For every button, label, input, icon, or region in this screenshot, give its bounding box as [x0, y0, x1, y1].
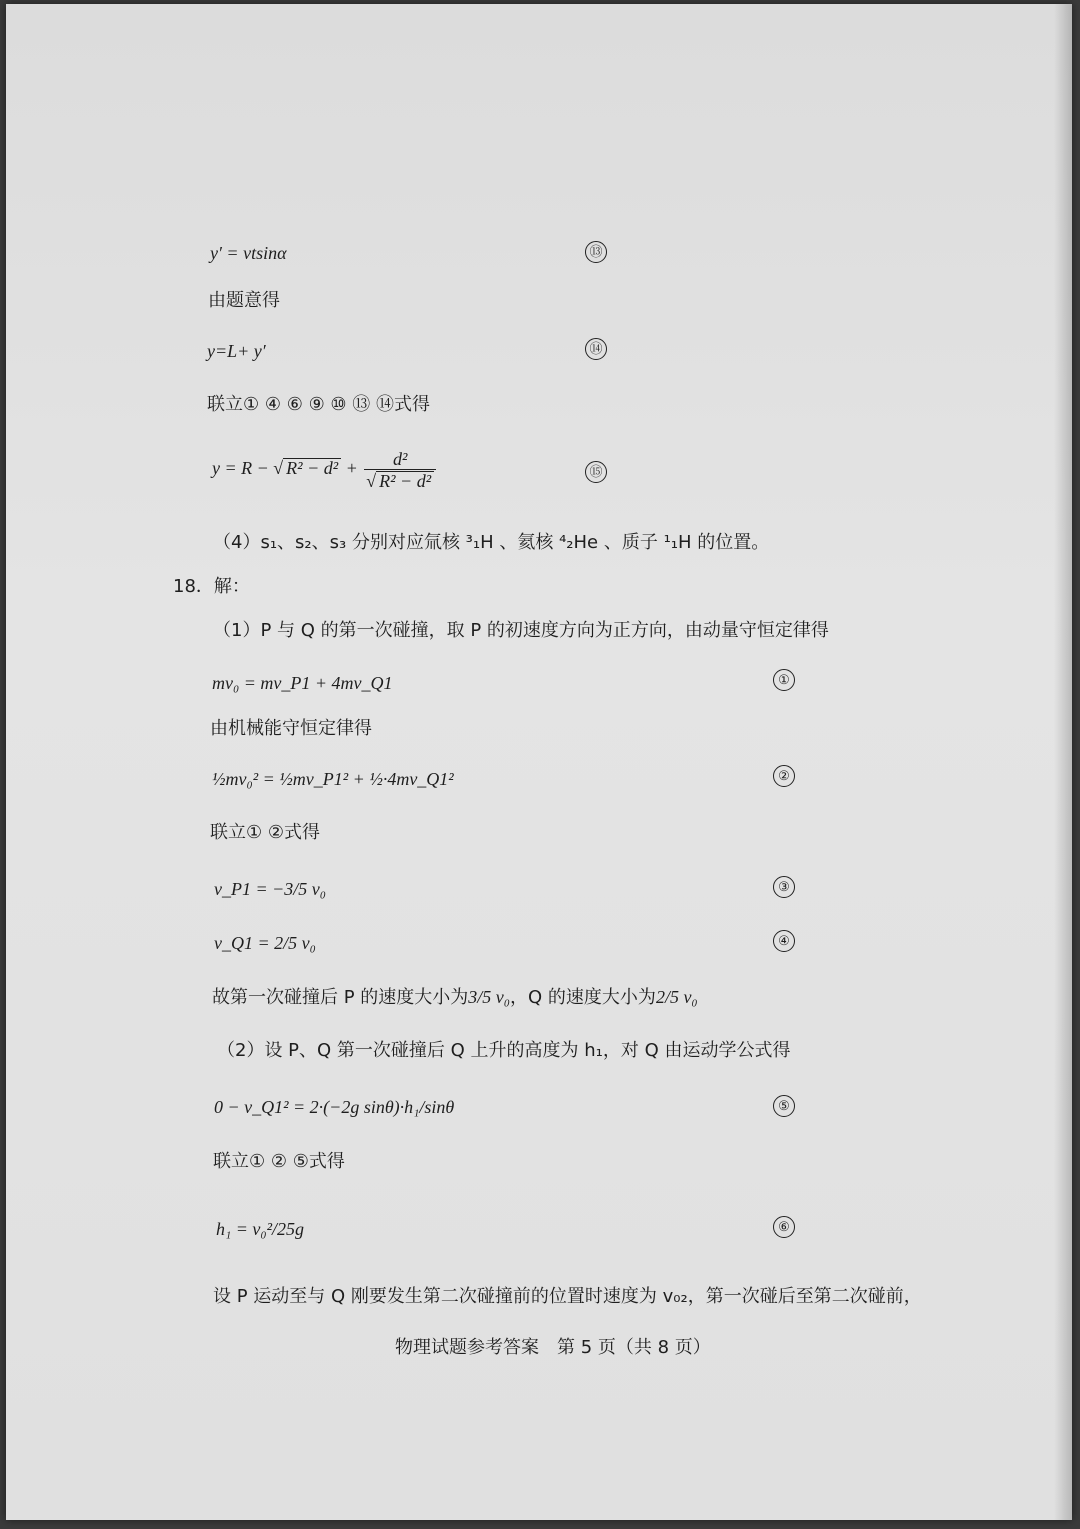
- equation-y-result: y = R − √ R² − d² + $\frac{\text{d²}}{\text{√ R² − d²}}$: [212, 450, 438, 490]
- text-from-problem: 由题意得: [208, 290, 280, 311]
- eq-number-15: ⑮: [585, 461, 607, 483]
- speed-q-value: 2/5 v₀: [655, 987, 698, 1007]
- question-18-heading: 18．解：: [173, 576, 250, 597]
- equation-y-total: y=L+ y′: [207, 341, 266, 361]
- text-speeds-after-collision: [212, 988, 698, 1007]
- speed-text-c: ，Q 的速度大小为: [510, 987, 656, 1008]
- equation-h1: h₁ = v₀²/25g: [216, 1219, 305, 1239]
- eq15-sqrt: R² − d²: [283, 458, 341, 477]
- equation-vp1: v_P1 = −3/5 v₀: [214, 879, 327, 899]
- eq15-left: y = R −: [212, 458, 274, 479]
- text-combine-1: 联立① ④ ⑥ ⑨ ⑩ ⑬ ⑭式得: [207, 394, 431, 415]
- eq15-denominator: √ R² − d²: [364, 470, 436, 490]
- eq-number-13: ⑬: [585, 241, 607, 263]
- equation-vq1: v_Q1 = 2/5 v₀: [214, 933, 316, 953]
- eq-number-3: ③: [773, 876, 795, 898]
- text-second-collision: 设 P 运动至与 Q 刚要发生第二次碰撞前的位置时速度为 v₀₂，第一次碰后至第二次碰前，: [213, 1286, 922, 1307]
- page-footer: 物理试题参考答案 第 5 页（共 8 页）: [395, 1337, 711, 1358]
- eq-number-5: ⑤: [773, 1095, 795, 1117]
- eq-number-14: ⑭: [585, 338, 607, 360]
- page-edge-shadow: [1054, 4, 1072, 1520]
- text-part4: （4）s₁、s₂、s₃ 分别对应氚核 ³₁H 、氦核 ⁴₂He 、质子 ¹₁H 的位置。: [213, 532, 770, 553]
- equation-energy: ½mv₀² = ½mv_P1² + ½·4mv_Q1²: [212, 769, 454, 789]
- speed-p-value: 3/5 v₀: [468, 987, 511, 1007]
- text-energy-law: 由机械能守恒定律得: [210, 718, 372, 739]
- eq-number-2: ②: [773, 765, 795, 787]
- eq15-fraction: [364, 450, 436, 490]
- speed-text-a: 故第一次碰撞后 P 的速度大小为: [212, 987, 469, 1008]
- equation-kinematics: 0 − v_Q1² = 2·(−2g sinθ)·h₁/sinθ: [214, 1097, 455, 1117]
- eq-number-6: ⑥: [773, 1216, 795, 1238]
- eq-number-1: ①: [773, 669, 795, 691]
- text-part1-intro: （1）P 与 Q 的第一次碰撞，取 P 的初速度方向为正方向，由动量守恒定律得: [213, 620, 829, 641]
- text-combine-2: 联立① ②式得: [210, 822, 320, 843]
- eq15-plus: +: [341, 458, 363, 479]
- eq-number-4: ④: [773, 930, 795, 952]
- text-combine-3: 联立① ② ⑤式得: [213, 1151, 345, 1172]
- equation-y-prime: y′ = vtsinα: [210, 243, 287, 263]
- equation-momentum: mv₀ = mv_P1 + 4mv_Q1: [212, 673, 393, 693]
- eq15-numerator: d²: [364, 450, 436, 470]
- text-part2-intro: （2）设 P、Q 第一次碰撞后 Q 上升的高度为 h₁，对 Q 由运动学公式得: [217, 1040, 791, 1061]
